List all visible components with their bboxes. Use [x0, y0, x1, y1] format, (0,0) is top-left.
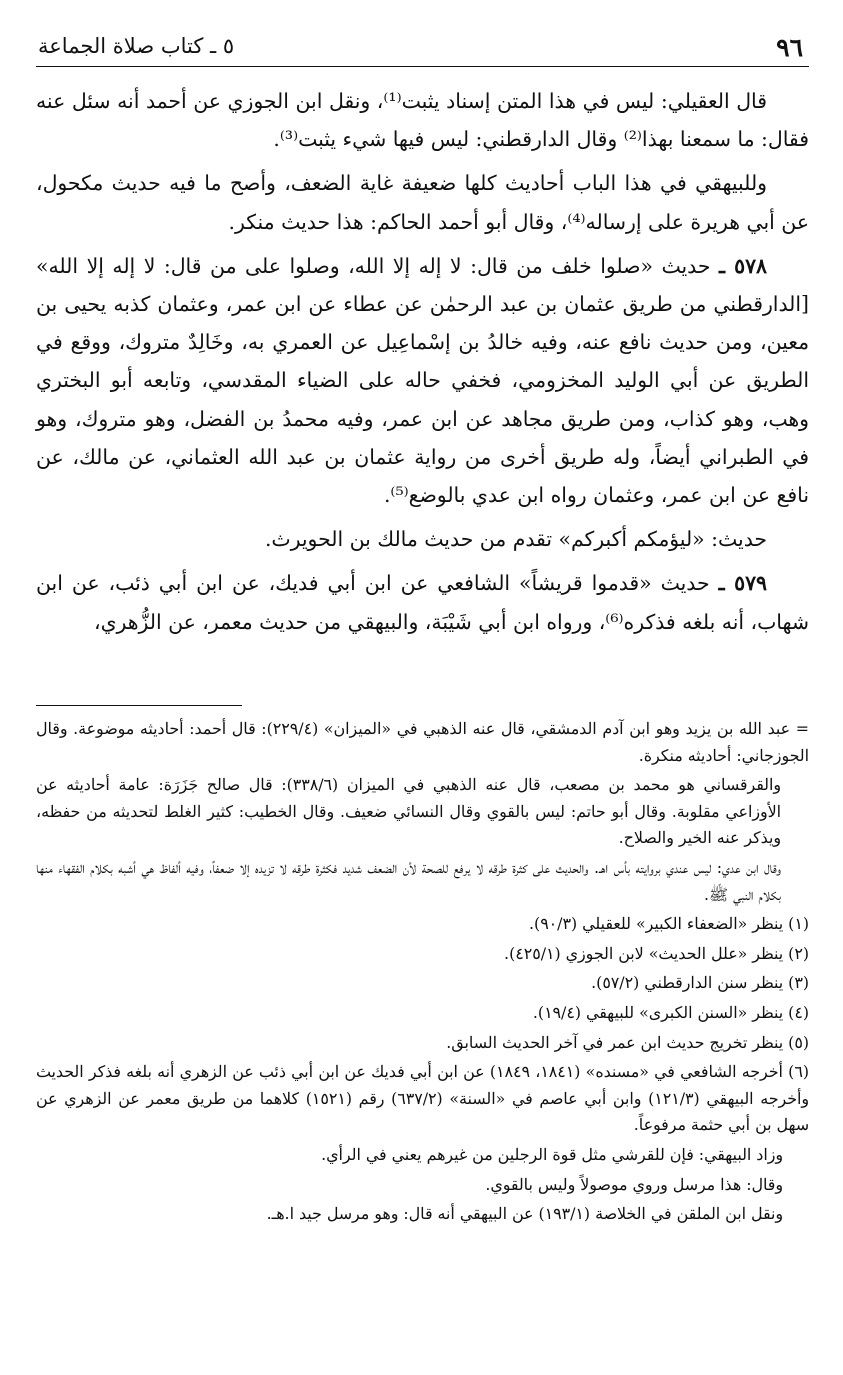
footnote-continuation: وقال ابن عدي: ليس عندي بروايته بأس اهـ. والحديث على كثرة طرقه لا يرفع للصحة لأن الضعف شديد فكثرة طرقه لا تزيده إلا ضعفاً، وفيه ألفاظ هي أشبه بكلام الفقهاء منها بكلام النبي ﷺ. [36, 857, 781, 904]
footnote-2: (٢) ينظر «علل الحديث» لابن الجوزي (٤٢٥/١). [504, 943, 809, 963]
footnotes [36, 716, 809, 1231]
footnote-6-note: ونقل ابن الملقن في الخلاصة (١٩٣/١) عن البيهقي أنه قال: وهو مرسل جيد ا.هـ. [266, 1204, 783, 1224]
footnote-separator [36, 705, 242, 706]
footnote-6-note: وزاد البيهقي: فإن للقرشي مثل قوة الرجلين من غيرهم يعني في الرأي. [321, 1144, 783, 1164]
hadith-578 [36, 247, 809, 514]
page-header [36, 30, 809, 67]
running-title: ٥ ـ كتاب صلاة الجماعة [38, 34, 235, 58]
footnote-continuation: = عبد الله بن يزيد وهو ابن آدم الدمشقي، قال عنه الذهبي في «الميزان» (٢٢٩/٤): قال أحمد: أحاديثه موضوعة. وقال الجوزجاني: أحاديثه منكرة. [36, 719, 809, 765]
hadith-text: حديث «قدموا قريشاً» الشافعي عن ابن أبي فديك، عن ابن أبي ذئب، عن ابن شهاب، أنه بلغه فذكره⁽⁶⁾، ورواه ابن أبي شَيْبَة، والبيهقي من حديث معمر، عن الزُّهري، [36, 571, 809, 634]
hadith-text: حديث «صلوا خلف من قال: لا إله إلا الله، وصلوا على من قال: لا إله إلا الله» [الدارقطني من طريق عثمان بن عبد الرحمٰن عن عطاء عن ابن عمر، وعثمان كذبه يحيى بن معين، ومن حديث نافع عنه، وفيه خالدُ بن إسْماعِيل عن العمري به، وخَالِدٌ متروك، ووقع في الطريق عن أبي الوليد المخزومي، فخفي حاله على الضياء المقدسي، وتابعه أبو البختري وهب، وهو كذاب، ومن طريق مجاهد عن ابن عمر، وفيه محمدُ بن الفضل، وهو متروك، وهو في الطبراني أيضاً، وله طريق أخرى من رواية عثمان بن عبد الله العثماني، عن مالك، عن نافع عن ابن عمر، وعثمان رواه ابن عدي بالوضع⁽⁵⁾. [36, 253, 809, 508]
paragraph-la-yaummukum: حديث: «ليؤمكم أكبركم» تقدم من حديث مالك بن الحويرث. [264, 527, 767, 552]
hadith-579 [36, 564, 809, 640]
hadith-number: ٥٧٩ ـ [718, 571, 767, 596]
footnote-1: (١) ينظر «الضعفاء الكبير» للعقيلي (٩٠/٣). [529, 914, 809, 934]
footnote-6: (٦) أخرجه الشافعي في «مسنده» (١٨٤١، ١٨٤٩) عن ابن أبي فديك عن ابن أبي ذئب عن الزهري أنه بلغه فذكر الحديث وأخرجه البيهقي (١٢١/٣) وابن أبي عاصم في «السنة» (٦٣٧/٢) رقم (١٥٢١) كلاهما من طريق معمر عن الزهري عن سهل بن أبي حثمة مرفوعاً. [36, 1062, 809, 1135]
paragraph-bayhaqi: وللبيهقي في هذا الباب أحاديث كلها ضعيفة غاية الضعف، وأصح ما فيه حديث مكحول، عن أبي هريرة على إرساله⁽⁴⁾، وقال أبو أحمد الحاكم: هذا حديث منكر. [36, 171, 809, 234]
paragraph-aqili: قال العقيلي: ليس في هذا المتن إسناد يثبت⁽¹⁾، ونقل ابن الجوزي عن أحمد أنه سئل عنه فقال: ما سمعنا بهذا⁽²⁾ وقال الدارقطني: ليس فيها شيء يثبت⁽³⁾. [36, 89, 809, 152]
footnote-5: (٥) ينظر تخريج حديث ابن عمر في آخر الحديث السابق. [446, 1032, 809, 1052]
page-number: ٩٦ [776, 33, 803, 62]
footnote-4: (٤) ينظر «السنن الكبرى» للبيهقي (١٩/٤). [532, 1002, 809, 1022]
hadith-number: ٥٧٨ ـ [719, 253, 767, 278]
footnote-3: (٣) ينظر سنن الدارقطني (٥٧/٢). [591, 973, 809, 993]
footnote-6-note: وقال: هذا مرسل وروي موصولاً وليس بالقوي. [485, 1174, 783, 1194]
main-text [36, 82, 809, 647]
footnote-continuation: والقرقساني هو محمد بن مصعب، قال عنه الذهبي في الميزان (٣٣٨/٦): قال صالح جَزَرَة: عامة أحاديثه عن الأوزاعي مقلوبة. وقال أبو حاتم: ليس بالقوي وقال النسائي ضعيف. وقال الخطيب: كثير الغلط لتحديثه من حفظه، ويذكر عنه الخير والصلاح. [36, 775, 782, 848]
